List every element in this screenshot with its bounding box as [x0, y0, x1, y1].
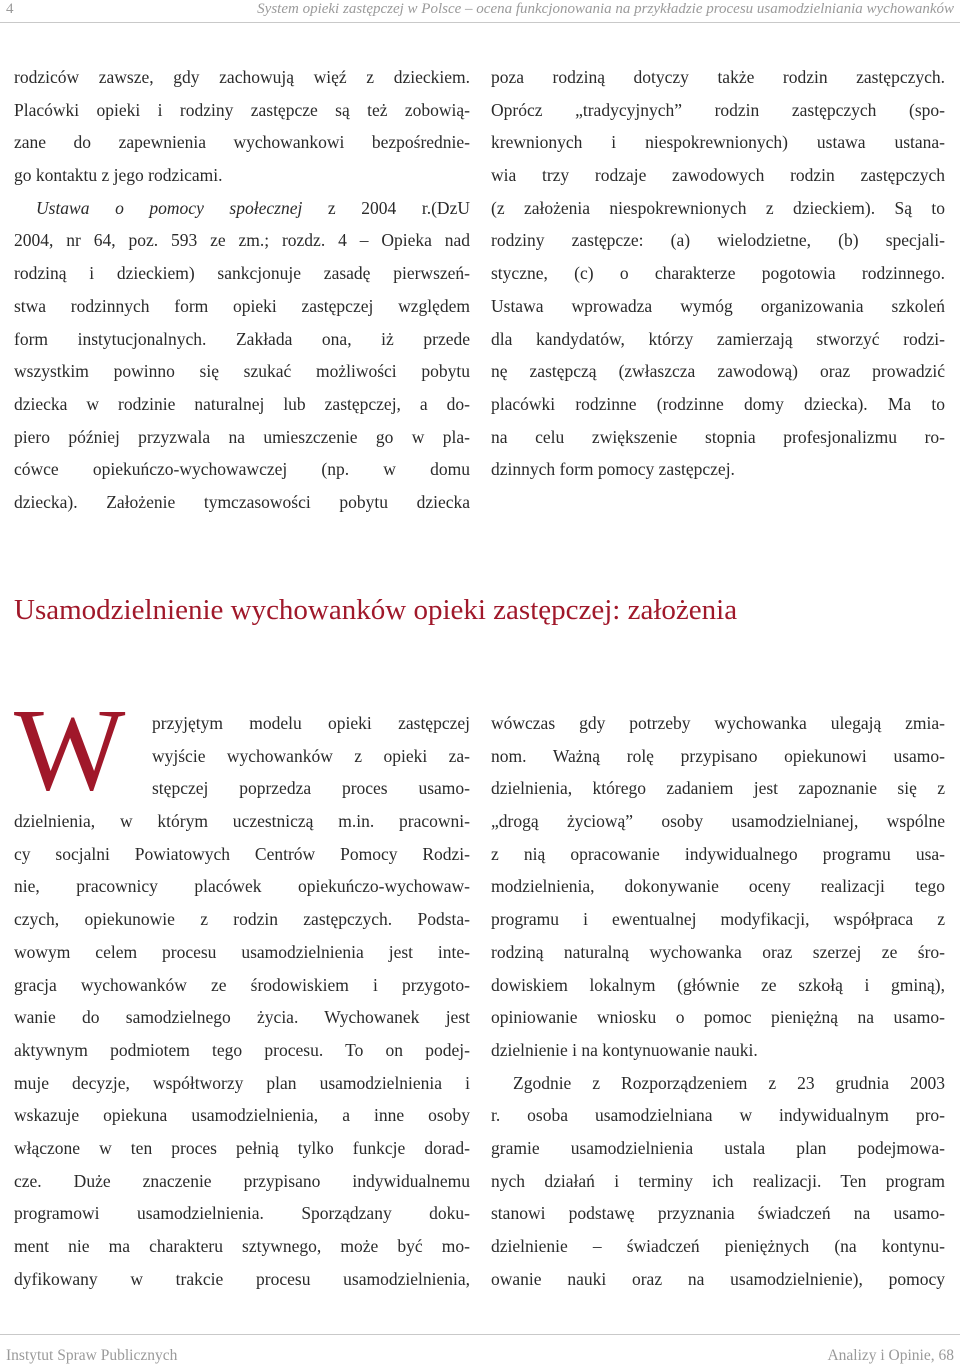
- running-header: [0, 0, 960, 30]
- text-line: piero później przyzwala na umieszczenie go w pla-: [14, 426, 470, 447]
- text-line: dzielnienia, w którym uczestniczą m.in. pracowni-: [14, 811, 470, 832]
- text-line: muje decyzje, współtworzy plan usamodzielnienia i: [14, 1072, 470, 1093]
- text-line: nych działań i terminy ich realizacji. Ten program: [491, 1170, 945, 1191]
- text-line: r. osoba usamodzielniana w indywidualnym pro-: [491, 1105, 945, 1126]
- text-line: dzielnienie i na kontynuowanie nauki.: [491, 1039, 758, 1060]
- text-line: gramie usamodzielnienia ustala plan podejmowa-: [491, 1137, 945, 1158]
- text-line: Ustawa wprowadza wymóg organizowania szkoleń: [491, 295, 945, 316]
- text-line: dyfikowany w trakcie procesu usamodzielnienia,: [14, 1268, 470, 1289]
- running-title: System opieki zastępczej w Polsce – ocena funkcjonowania na przykładzie procesu usamodzielniania wychowanków: [257, 1, 954, 17]
- text-line: wówczas gdy potrzeby wychowanka ulegają zmia-: [491, 713, 945, 733]
- text-line: go kontaktu z jego rodzicami.: [14, 165, 223, 186]
- text-line: nie, pracownicy placówek opiekuńczo-wychowaw-: [14, 876, 470, 897]
- text-line: przyjętym modelu opieki zastępczej: [152, 713, 470, 733]
- text-line: programowi usamodzielnienia. Sporządzany doku-: [14, 1203, 470, 1224]
- text-line: owanie nauki oraz na usamodzielnienie), pomocy: [491, 1268, 945, 1289]
- text-line: rodziną i dzieckiem) sankcjonuje zasadę pierwszeń-: [14, 263, 470, 284]
- text-line: cze. Duże znaczenie przypisano indywidualnemu: [14, 1170, 470, 1191]
- text-line: nom. Ważną rolę przypisano opiekunowi usamo-: [491, 745, 945, 766]
- text-line: stępczej poprzedza proces usamo-: [152, 778, 470, 799]
- text-line: nę zastępczą (zwłaszcza zawodową) oraz prowadzić: [491, 361, 945, 382]
- text-line: z nią opracowanie indywidualnego programu usa-: [491, 843, 945, 864]
- text-line: poza rodziną dotyczy także rodzin zastępczych.: [491, 67, 945, 87]
- text-line: Oprócz „tradycyjnych” rodzin zastępczych (spo-: [491, 99, 945, 120]
- page-number: 4: [6, 1, 14, 17]
- text-line: zane do zapewnienia wychowankowi bezpośrednie-: [14, 132, 470, 153]
- drop-cap: W: [14, 684, 126, 815]
- text-line: dzinnych form pomocy zastępczej.: [491, 459, 735, 480]
- text-line: „drogą życiową” osoby usamodzielnianej, wspólne: [491, 811, 945, 832]
- section-heading: Usamodzielnienie wychowanków opieki zastępczej: założenia: [14, 594, 738, 626]
- text-line: cy socjalni Powiatowych Centrów Pomocy Rodzi-: [14, 843, 470, 864]
- text-line: dziecka). Założenie tymczasowości pobytu dziecka: [14, 491, 470, 512]
- text-line: cówce opiekuńczo-wychowawczej (np. w domu: [14, 459, 470, 480]
- text-line: rodziną naturalną wychowanka oraz szerzej ze śro-: [491, 941, 945, 962]
- text-line: styczne, (c) o charakterze pogotowia rodzinnego.: [491, 263, 945, 284]
- header-rule: [0, 22, 960, 23]
- text-line: (z założenia niespokrewnionych z dzieckiem). Są to: [491, 197, 945, 218]
- text-line: krewnionych i niespokrewnionych) ustawa ustana-: [491, 132, 945, 153]
- text-line: dziecka w rodzinie naturalnej lub zastępczej, a do-: [14, 393, 470, 414]
- footer-organization: Instytut Spraw Publicznych: [6, 1347, 178, 1364]
- text-line: placówki rodzinne (rodzinne domy dziecka). Ma to: [491, 393, 945, 414]
- text-line: dla kandydatów, którzy zamierzają stworzyć rodzi-: [491, 328, 945, 349]
- text-line: czych, opiekunowie z rodzin zastępczych. Podsta-: [14, 909, 470, 930]
- text-line-ustawa: [14, 192, 470, 225]
- text-line: ment nie ma charakteru sztywnego, może być mo-: [14, 1236, 470, 1256]
- footer-publication: Analizy i Opinie, 68: [827, 1347, 954, 1364]
- page-footer: [0, 1334, 960, 1370]
- text-line: gracja wychowanków ze środowiskiem i przygoto-: [14, 974, 470, 995]
- text-line: 2004, nr 64, poz. 593 ze zm.; rozdz. 4 – Opieka nad: [14, 230, 470, 251]
- text-line: włączone w ten proces pełnią tylko funkcje dorad-: [14, 1137, 470, 1158]
- text-line: wskazuje opiekuna usamodzielnienia, a inne osoby: [14, 1105, 470, 1126]
- text-line: wszystkim powinno się szukać możliwości pobytu: [14, 361, 470, 382]
- text-line: aktywnym podmiotem tego procesu. To on podej-: [14, 1039, 470, 1060]
- footer-rule: [0, 1334, 960, 1335]
- text-line: dzielnienia, którego zadaniem jest zapoznanie się z: [491, 778, 945, 799]
- ustawa-title: Ustawa o pomocy społecznej: [36, 197, 303, 218]
- bottom-right-column: [491, 707, 945, 1295]
- text-line: rodziny zastępcze: (a) wielodzietne, (b) specjali-: [491, 230, 945, 251]
- text-line: wia trzy rodzaje zawodowych rodzin zastępczych: [491, 165, 945, 186]
- text-line: rodziców zawsze, gdy zachowują więź z dzieckiem.: [14, 67, 470, 87]
- text-line: modzielnienia, dokonywanie oceny realizacji tego: [491, 876, 945, 897]
- top-right-column: [491, 61, 945, 486]
- text-line: wanie do samodzielnego życia. Wychowanek jest: [14, 1007, 470, 1028]
- text-line: programu i ewentualnej modyfikacji, współpraca z: [491, 909, 945, 930]
- text-line: dzielnienie – świadczeń pieniężnych (na kontynu-: [491, 1236, 945, 1256]
- text-line: wowym celem procesu usamodzielnienia jest inte-: [14, 941, 470, 962]
- text-line: dowiskiem lokalnym (głównie ze szkołą i gminą),: [491, 974, 945, 995]
- text-line: wyjście wychowanków z opieki za-: [152, 745, 470, 766]
- top-left-column: [14, 61, 470, 519]
- text-line: Placówki opieki i rodziny zastępcze są też zobowią-: [14, 99, 470, 120]
- text-line: Zgodnie z Rozporządzeniem z 23 grudnia 2003: [513, 1072, 945, 1093]
- text-line: form instytucjonalnych. Zakłada ona, iż przede: [14, 328, 470, 349]
- text-line: stanowi podstawę przyznania świadczeń na usamo-: [491, 1203, 945, 1224]
- text-line: stwa rodzinnych form opieki zastępczej względem: [14, 295, 470, 316]
- bottom-left-column: [14, 707, 470, 1295]
- ustawa-ref: z 2004 r.(DzU: [302, 197, 470, 218]
- text-line: na celu zwiększenie stopnia profesjonalizmu ro-: [491, 426, 945, 447]
- text-line: opiniowanie wniosku o pomoc pieniężną na usamo-: [491, 1007, 945, 1028]
